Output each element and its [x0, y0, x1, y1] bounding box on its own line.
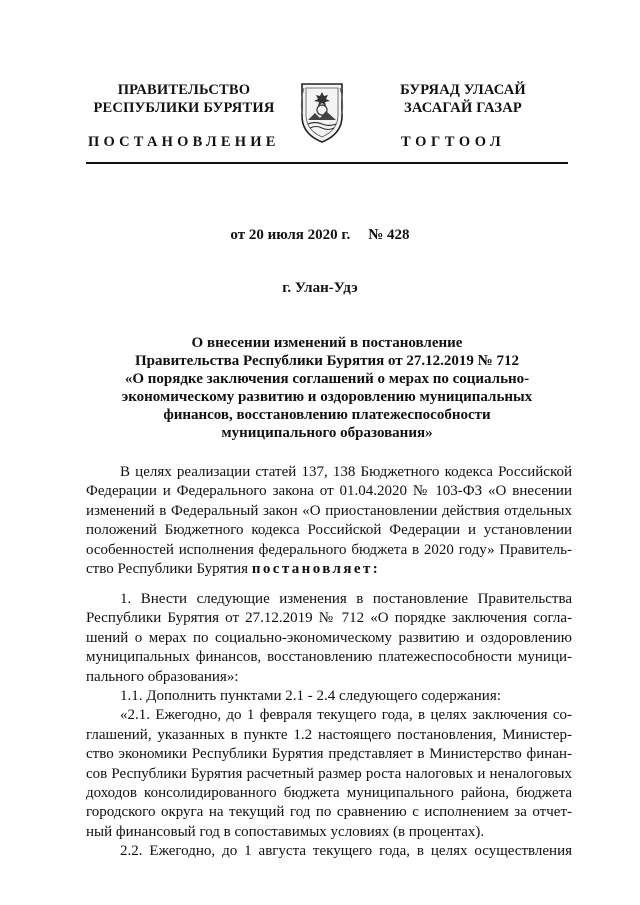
- coat-of-arms-icon: [298, 80, 346, 144]
- text-line: 1. Внести следующие изменения в постановление Правительства: [120, 591, 572, 607]
- text-line: ный финансовый год в сопоставимых условиях (в процентах).: [86, 823, 485, 840]
- title-line: финансов, восстановлению платежеспособности: [163, 407, 491, 423]
- text-line: Федерации и Федерального закона от 01.04.2020 № 103-ФЗ «О внесении: [86, 483, 572, 500]
- title-line: «О порядке заключения соглашений о мерах по социально-: [124, 371, 530, 387]
- header-divider: [86, 162, 568, 164]
- text-line: Республики Бурятия от 27.12.2019 № 712 «О порядке заключения согла-: [86, 610, 572, 627]
- title-line: экономическому развитию и оздоровлению муниципальных: [121, 389, 533, 405]
- issuer-bua: [388, 81, 538, 117]
- preamble-paragraph: [86, 463, 572, 579]
- issuer-ru-line1: ПРАВИТЕЛЬСТВО: [117, 82, 251, 98]
- text-line: доходов консолидированного бюджета муниципального района, бюджета: [86, 785, 572, 802]
- title-line: О внесении изменений в постановление: [191, 335, 463, 351]
- item-1-1: 1.1. Дополнить пунктами 2.1 - 2.4 следующего содержания:: [120, 688, 501, 705]
- text-line: глашений, указанных в пункте 1.2 настоящего постановления, Министер-: [86, 726, 572, 743]
- doc-number: № 428: [368, 227, 410, 243]
- text-line: «2.1. Ежегодно, до 1 февраля текущего года, в целях заключения со-: [120, 707, 572, 724]
- text-line: городского округа на текущий год по сравнению с исполнением за отчет-: [86, 804, 572, 821]
- date-and-number: [0, 227, 640, 244]
- text-line: положений Бюджетного кодекса Российской Федерации и установлении: [86, 522, 572, 539]
- doc-city: г. Улан-Удэ: [282, 280, 358, 296]
- text-line: особенностей исполнения федерального бюджета в 2020 году» Правитель-: [86, 541, 572, 558]
- doc-type-bua: ТОГТООЛ: [401, 134, 506, 150]
- doc-title: [86, 334, 568, 442]
- item-2-2: 2.2. Ежегодно, до 1 августа текущего года, в целях осуществления: [120, 843, 572, 860]
- text-line: изменений в Федеральный закон «О приостановлении действия отдельных: [86, 502, 572, 519]
- text-line: пального образования»:: [86, 668, 239, 685]
- text-line: шений о мерах по социально-экономическому развитию и оздоровлению: [86, 629, 572, 646]
- issuer-ru-line2: РЕСПУБЛИКИ БУРЯТИЯ: [93, 100, 275, 116]
- issuer-bua-line1: БУРЯАД УЛАСАЙ: [400, 82, 526, 98]
- text-line: В целях реализации статей 137, 138 Бюджетного кодекса Российской: [120, 464, 572, 480]
- text-line: ство экономики Республики Бурятия представляет в Министерство финан-: [86, 746, 572, 763]
- resolves-word: постановляет:: [251, 561, 381, 578]
- doc-type-ru: ПОСТАНОВЛЕНИЕ: [88, 134, 280, 150]
- doc-date: от 20 июля 2020 г.: [230, 227, 351, 243]
- text-line: [86, 560, 572, 579]
- preamble-last-prefix: ство Республики Бурятия: [86, 561, 249, 578]
- issuer-ru: [88, 81, 280, 117]
- item-1-paragraph: [86, 590, 572, 862]
- title-line: муниципального образования»: [221, 425, 433, 441]
- text-line: муниципальных финансов, восстановлению платежеспособности муници-: [86, 649, 572, 666]
- title-line: Правительства Республики Бурятия от 27.12.2019 № 712: [134, 353, 519, 369]
- text-line: сов Республики Бурятия расчетный размер роста налоговых и неналоговых: [86, 765, 572, 782]
- issuer-bua-line2: ЗАСАГАЙ ГАЗАР: [404, 100, 522, 116]
